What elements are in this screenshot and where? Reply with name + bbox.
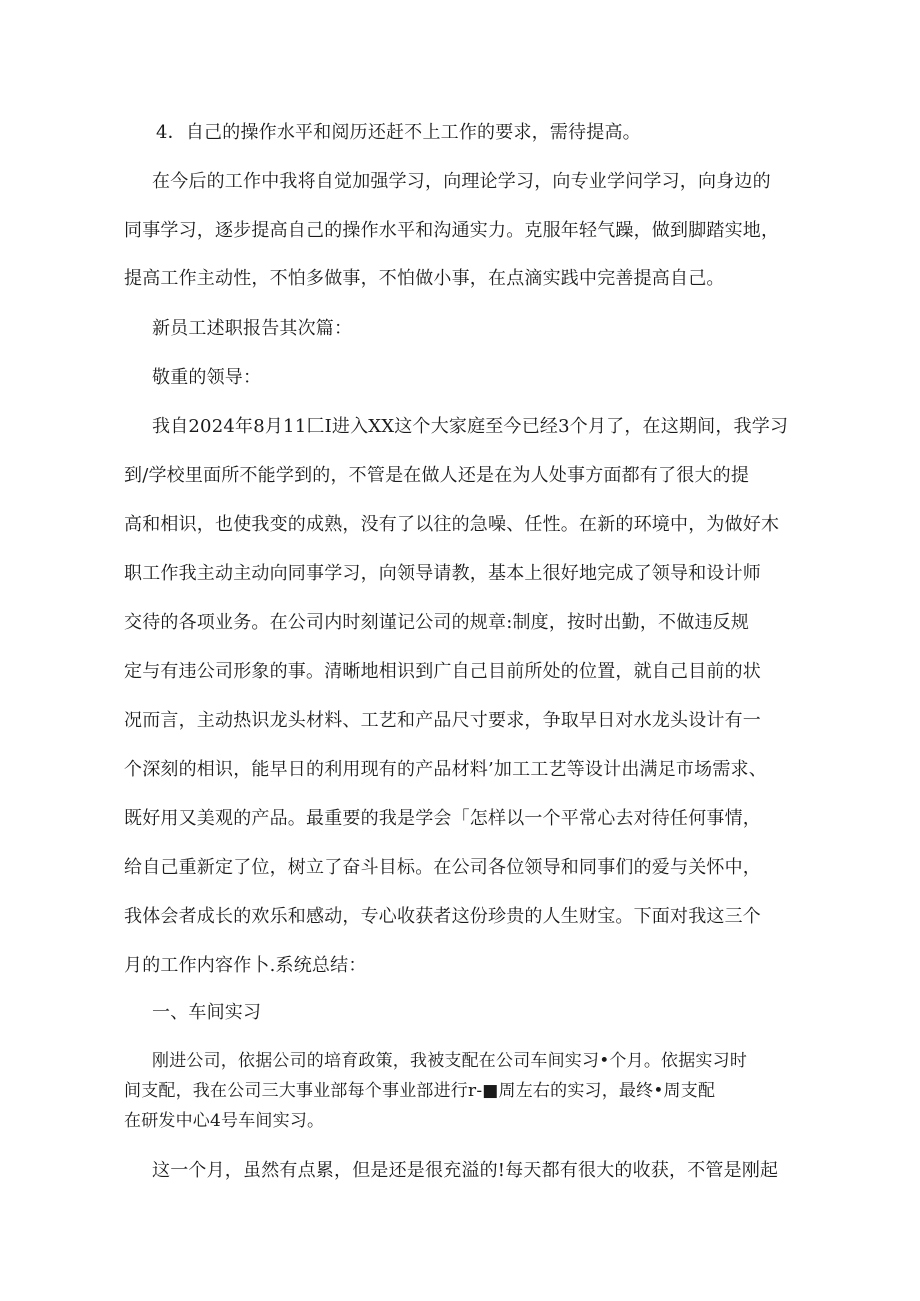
- paragraph-5-line-12: 月的工作内容作卜.系统总结：: [124, 955, 367, 976]
- paragraph-2-line-3: 提高工作主动性，不怕多做事，不怕做小事，在点滴实践中完善提高自己。: [124, 268, 725, 289]
- paragraph-5-line-6: 定与有违公司形象的事。清晰地相识到广自己目前所处的位置，就自己目前的状: [124, 661, 761, 682]
- section-heading-workshop-internship: 一、车间实习: [152, 1002, 262, 1023]
- paragraph-5-line-2: 到/学校里面所不能学到的，不管是在做人还是在为人处事方面都有了很大的提: [124, 465, 750, 486]
- paragraph-5-line-4: 职工作我主动主动向同事学习，向领导请教，基本上很好地完成了领导和设计师: [124, 563, 761, 584]
- paragraph-7-line-2: 间支配，我在公司三大事业部每个事业部进行r-■周左右的实习，最终•周支配: [124, 1081, 716, 1101]
- paragraph-7-line-1: 刚进公司，依据公司的培育政策，我被支配在公司车间实习•个月。依据实习时: [152, 1051, 748, 1071]
- paragraph-5-line-5: 交待的各项业务。在公司内时刻谨记公司的规章:制度，按时出勤，不做违反规: [124, 612, 750, 633]
- paragraph-5-line-11: 我体会者成长的欢乐和感动，专心收获者这份珍贵的人生财宝。下面对我这三个: [124, 906, 761, 927]
- paragraph-5-line-1: 我自2024年8月11匚I进入XX这个大家庭至今已经3个月了，在这期间，我学习: [152, 416, 789, 437]
- paragraph-2-line-1: 在今后的工作中我将自觉加强学习，向理论学习，向专业学问学习，向身边的: [152, 171, 771, 192]
- paragraph-7-line-3: 在研发中心4号车间实习。: [124, 1111, 325, 1131]
- salutation: 敬重的领导：: [152, 367, 262, 388]
- paragraph-5-line-7: 况而言，主动热识龙头材料、工艺和产品尺寸要求，争取早日对水龙头设计有一: [124, 710, 761, 731]
- paragraph-5-line-9: 既好用又美观的产品。最重要的我是学会「怎样以一个平常心去对待任何事情，: [124, 808, 761, 829]
- paragraph-1-line-1: 4．自己的操作水平和阅历还赶不上工作的要求，需待提高。: [156, 122, 641, 143]
- paragraph-5-line-3: 高和相识，也使我变的成熟，没有了以往的急噪、任性。在新的环境中，为做好木: [124, 514, 780, 535]
- paragraph-2-line-2: 同事学习，逐步提高自己的操作水平和沟通实力。克服年轻气躁，做到脚踏实地，: [124, 220, 780, 241]
- paragraph-8-line-1: 这一个月，虽然有点累，但是还是很充溢的!每天都有很大的收获，不管是刚起: [152, 1160, 779, 1181]
- section-heading-second-report: 新员工述职报告其次篇：: [152, 318, 353, 339]
- paragraph-5-line-8: 个深刻的相识，能早日的利用现有的产品材料’加工工艺等设计出满足市场需求、: [124, 759, 767, 780]
- paragraph-5-line-10: 给自己重新定了位，树立了奋斗目标。在公司各位领导和同事们的爱与关怀中，: [124, 857, 761, 878]
